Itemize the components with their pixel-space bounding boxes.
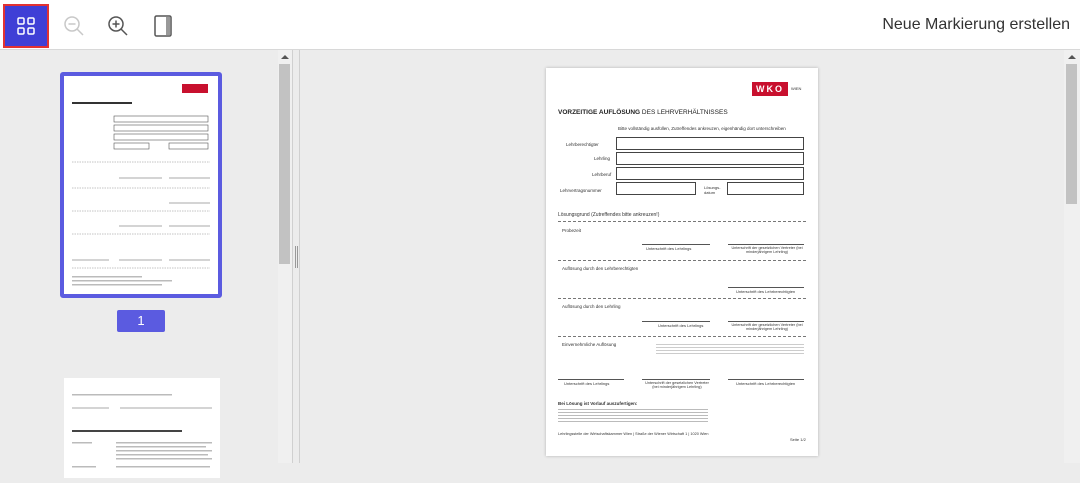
field-box-lehrvertragsnummer — [616, 182, 696, 195]
heading-bold: VORZEITIGE AUFLÖSUNG — [558, 109, 641, 116]
section-einvernehmlich: Einvernehmliche Auflösung — [562, 342, 617, 347]
sig-label: Unterschrift der gesetzlichen Vertreter (bei minderjährigem Lehrling) — [731, 246, 803, 254]
sig-line — [642, 244, 710, 245]
single-page-icon — [151, 14, 175, 38]
zoom-in-icon — [106, 14, 130, 38]
field-label-lehrling: Lehrling — [594, 156, 611, 161]
fine-print — [656, 342, 804, 356]
sidebar-scrollbar[interactable] — [278, 50, 292, 463]
sig-label: Unterschrift des Lehrlings — [658, 323, 704, 328]
sig-label: Unterschrift des Lehrberechtigten — [736, 289, 796, 294]
single-page-button[interactable] — [143, 6, 183, 46]
note-title: Bei Lösung ist Vorlauf auszufertigen: — [558, 401, 638, 406]
grid-view-icon — [16, 16, 36, 36]
section-lehrberechtigter: Auflösung durch den Lehrberechtigten — [562, 266, 639, 271]
field-label-lehrberechtigter: Lehrberechtigter — [566, 142, 599, 147]
sig-line — [558, 379, 624, 380]
viewer-scroll-thumb[interactable] — [1066, 64, 1077, 204]
section-probezeit: Probezeit — [562, 228, 582, 233]
reason-label: Lösungsgrund (Zutreffendes bitte ankreuzen!) — [558, 212, 660, 218]
divider — [558, 336, 806, 337]
zoom-out-icon — [62, 14, 86, 38]
section-lehrling: Auflösung durch den Lehrling — [562, 304, 621, 309]
page-thumbnail-2-preview — [64, 378, 220, 478]
thumbnail-sidebar — [0, 50, 278, 463]
sig-line — [642, 321, 710, 322]
field-box-lehrberechtigter — [616, 137, 804, 150]
sig-label: Unterschrift des Lehrberechtigten — [736, 381, 796, 386]
sidebar-scroll-thumb[interactable] — [279, 64, 290, 264]
scroll-up-arrow-icon[interactable] — [278, 52, 292, 62]
zoom-out-button[interactable] — [54, 6, 94, 46]
sig-line — [642, 379, 710, 380]
divider — [558, 221, 806, 222]
note-lines — [558, 407, 708, 423]
sig-label: Unterschrift des Lehrlings — [646, 246, 692, 251]
page-number-badge[interactable]: 1 — [117, 310, 165, 332]
field-box-loesungsdatum — [727, 182, 804, 195]
footer-address: Lehrlingsstelle der Wirtschaftskammer Wien | Straße der Wiener Wirtschaft 1 | 1020 Wien — [558, 432, 709, 436]
field-label-loesungsdatum: Lösungs-datum — [704, 185, 721, 195]
sig-label: Unterschrift der gesetzlichen Vertreter (bei minderjährigem Lehrling) — [731, 323, 803, 331]
field-label-lehrvertragsnummer: Lehrvertragsnummer — [560, 188, 602, 193]
document-viewer — [300, 50, 1064, 463]
document-heading — [558, 109, 728, 116]
divider — [558, 260, 806, 261]
panel-splitter[interactable] — [292, 50, 300, 463]
splitter-grip-icon[interactable] — [295, 246, 298, 268]
wko-region: WIEN — [791, 86, 802, 91]
viewer-scrollbar[interactable] — [1064, 50, 1080, 463]
grid-view-button[interactable] — [3, 4, 49, 48]
page-counter: Seite 1/2 — [790, 437, 806, 442]
field-label-lehrberuf: Lehrberuf — [592, 172, 612, 177]
document-page-1 — [546, 68, 818, 456]
wko-logo: WKO — [752, 82, 788, 96]
sig-line — [728, 287, 804, 288]
heading-rest: DES LEHRVERHÄLTNISSES — [641, 109, 728, 116]
page-thumbnail-2[interactable] — [64, 378, 220, 478]
scroll-up-arrow-icon[interactable] — [1064, 52, 1080, 62]
divider — [558, 298, 806, 299]
page-thumbnail-1[interactable] — [60, 72, 222, 298]
field-box-lehrling — [616, 152, 804, 165]
instruction-text: Bitte vollständig ausfüllen, Zutreffendes ankreuzen, eigenhändig dort unterschreiben — [618, 126, 786, 131]
create-markup-label[interactable]: Neue Markierung erstellen — [882, 16, 1070, 33]
sig-label: Unterschrift der gesetzlichen Vertreter (bei minderjährigem Lehrling) — [645, 381, 709, 389]
sig-line — [728, 244, 804, 245]
toolbar — [0, 0, 1080, 50]
field-box-lehrberuf — [616, 167, 804, 180]
zoom-in-button[interactable] — [98, 6, 138, 46]
page-thumbnail-preview — [64, 76, 218, 294]
sig-label: Unterschrift des Lehrlings — [564, 381, 610, 386]
sig-line — [728, 379, 804, 380]
sig-line — [728, 321, 804, 322]
